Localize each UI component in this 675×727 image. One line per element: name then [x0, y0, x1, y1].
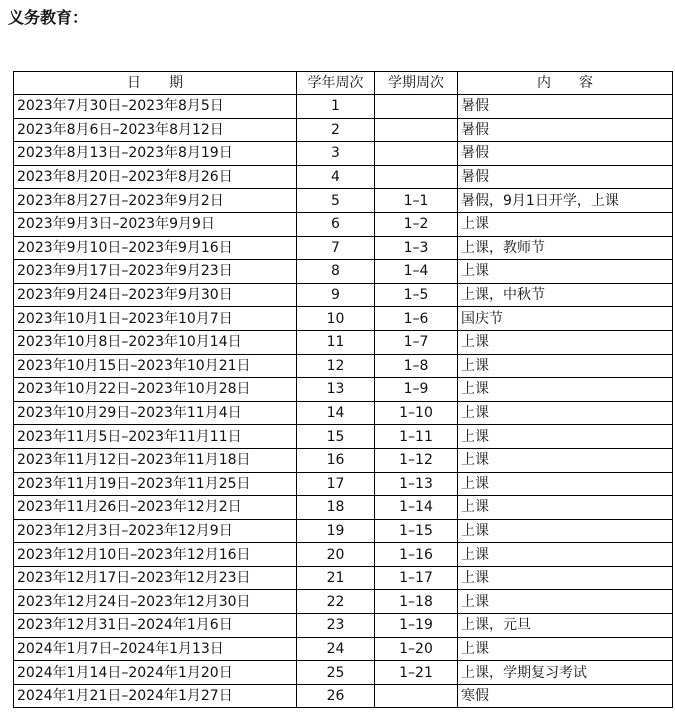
- cell-year-week: 18: [297, 496, 375, 520]
- table-row: [14, 236, 673, 260]
- cell-year-week: 12: [297, 354, 375, 378]
- cell-content: 上课，学期复习考试: [458, 661, 673, 685]
- cell-term-week: 1–4: [375, 260, 458, 284]
- cell-date: 2023年10月8日–2023年10月14日: [14, 330, 297, 354]
- cell-year-week: 14: [297, 401, 375, 425]
- cell-date: 2023年8月20日–2023年8月26日: [14, 165, 297, 189]
- cell-content: 上课，中秋节: [458, 283, 673, 307]
- cell-content: 上课: [458, 425, 673, 449]
- cell-content: 上课: [458, 496, 673, 520]
- cell-term-week: [375, 684, 458, 708]
- table-row: [14, 95, 673, 119]
- cell-date: 2023年12月3日–2023年12月9日: [14, 519, 297, 543]
- table-row: [14, 614, 673, 638]
- cell-date: 2023年8月6日–2023年8月12日: [14, 118, 297, 142]
- cell-term-week: 1–15: [375, 519, 458, 543]
- cell-year-week: 15: [297, 425, 375, 449]
- table-row: [14, 307, 673, 331]
- cell-term-week: [375, 95, 458, 119]
- table-row: [14, 448, 673, 472]
- school-calendar-table: [13, 71, 673, 708]
- cell-term-week: [375, 165, 458, 189]
- cell-year-week: 1: [297, 95, 375, 119]
- cell-date: 2023年11月12日–2023年11月18日: [14, 448, 297, 472]
- cell-year-week: 26: [297, 684, 375, 708]
- cell-term-week: 1–9: [375, 378, 458, 402]
- cell-date: 2023年10月1日–2023年10月7日: [14, 307, 297, 331]
- section-heading: 义务教育：: [8, 8, 89, 27]
- cell-date: 2023年12月31日–2024年1月6日: [14, 614, 297, 638]
- table-row: [14, 212, 673, 236]
- cell-term-week: 1–11: [375, 425, 458, 449]
- cell-year-week: 16: [297, 448, 375, 472]
- cell-date: 2023年11月26日–2023年12月2日: [14, 496, 297, 520]
- table-row: [14, 472, 673, 496]
- cell-term-week: 1–12: [375, 448, 458, 472]
- cell-content: 上课: [458, 566, 673, 590]
- cell-date: 2023年11月19日–2023年11月25日: [14, 472, 297, 496]
- cell-term-week: 1–18: [375, 590, 458, 614]
- column-header-year-week: 学年周次: [297, 72, 375, 95]
- cell-year-week: 9: [297, 283, 375, 307]
- table-row: [14, 661, 673, 685]
- table-row: [14, 165, 673, 189]
- cell-term-week: 1–3: [375, 236, 458, 260]
- cell-content: 暑假: [458, 165, 673, 189]
- cell-year-week: 10: [297, 307, 375, 331]
- cell-year-week: 23: [297, 614, 375, 638]
- cell-term-week: 1–5: [375, 283, 458, 307]
- cell-date: 2023年12月10日–2023年12月16日: [14, 543, 297, 567]
- column-header-term-week: 学期周次: [375, 72, 458, 95]
- cell-date: 2023年9月24日–2023年9月30日: [14, 283, 297, 307]
- table-row: [14, 519, 673, 543]
- table-row: [14, 637, 673, 661]
- cell-date: 2023年10月29日–2023年11月4日: [14, 401, 297, 425]
- cell-date: 2023年8月13日–2023年8月19日: [14, 142, 297, 166]
- cell-content: 暑假，9月1日开学，上课: [458, 189, 673, 213]
- cell-term-week: 1–2: [375, 212, 458, 236]
- table-row: [14, 684, 673, 708]
- column-header-date: 日 期: [14, 72, 297, 95]
- cell-date: 2023年9月10日–2023年9月16日: [14, 236, 297, 260]
- table-row: [14, 283, 673, 307]
- cell-content: 上课: [458, 212, 673, 236]
- cell-content: 上课: [458, 590, 673, 614]
- cell-date: 2023年8月27日–2023年9月2日: [14, 189, 297, 213]
- cell-date: 2023年12月24日–2023年12月30日: [14, 590, 297, 614]
- cell-year-week: 22: [297, 590, 375, 614]
- cell-content: 暑假: [458, 142, 673, 166]
- table-row: [14, 118, 673, 142]
- cell-content: 上课: [458, 472, 673, 496]
- cell-content: 上课: [458, 401, 673, 425]
- cell-year-week: 17: [297, 472, 375, 496]
- table-row: [14, 496, 673, 520]
- table-row: [14, 142, 673, 166]
- cell-date: 2023年9月3日–2023年9月9日: [14, 212, 297, 236]
- cell-content: 上课，元旦: [458, 614, 673, 638]
- cell-year-week: 6: [297, 212, 375, 236]
- cell-date: 2023年11月5日–2023年11月11日: [14, 425, 297, 449]
- cell-year-week: 21: [297, 566, 375, 590]
- cell-year-week: 4: [297, 165, 375, 189]
- cell-term-week: 1–8: [375, 354, 458, 378]
- cell-content: 暑假: [458, 95, 673, 119]
- cell-date: 2023年10月22日–2023年10月28日: [14, 378, 297, 402]
- cell-date: 2023年7月30日–2023年8月5日: [14, 95, 297, 119]
- cell-year-week: 8: [297, 260, 375, 284]
- cell-content: 上课: [458, 519, 673, 543]
- cell-content: 国庆节: [458, 307, 673, 331]
- table-row: [14, 189, 673, 213]
- cell-year-week: 25: [297, 661, 375, 685]
- cell-year-week: 11: [297, 330, 375, 354]
- cell-content: 暑假: [458, 118, 673, 142]
- cell-year-week: 24: [297, 637, 375, 661]
- cell-content: 上课: [458, 354, 673, 378]
- cell-year-week: 7: [297, 236, 375, 260]
- cell-term-week: 1–21: [375, 661, 458, 685]
- table-row: [14, 378, 673, 402]
- cell-date: 2023年10月15日–2023年10月21日: [14, 354, 297, 378]
- cell-content: 上课: [458, 448, 673, 472]
- cell-year-week: 13: [297, 378, 375, 402]
- cell-term-week: [375, 142, 458, 166]
- column-header-content: 内 容: [458, 72, 673, 95]
- cell-date: 2024年1月14日–2024年1月20日: [14, 661, 297, 685]
- cell-term-week: [375, 118, 458, 142]
- table-header-row: [14, 72, 673, 95]
- cell-term-week: 1–10: [375, 401, 458, 425]
- cell-term-week: 1–16: [375, 543, 458, 567]
- cell-term-week: 1–17: [375, 566, 458, 590]
- table-row: [14, 330, 673, 354]
- cell-content: 上课: [458, 637, 673, 661]
- cell-year-week: 3: [297, 142, 375, 166]
- cell-term-week: 1–1: [375, 189, 458, 213]
- cell-date: 2024年1月21日–2024年1月27日: [14, 684, 297, 708]
- table-row: [14, 354, 673, 378]
- cell-year-week: 5: [297, 189, 375, 213]
- table-row: [14, 566, 673, 590]
- cell-date: 2023年9月17日–2023年9月23日: [14, 260, 297, 284]
- cell-content: 上课: [458, 543, 673, 567]
- table-body: [14, 95, 673, 708]
- table-row: [14, 425, 673, 449]
- cell-term-week: 1–6: [375, 307, 458, 331]
- cell-year-week: 2: [297, 118, 375, 142]
- cell-date: 2023年12月17日–2023年12月23日: [14, 566, 297, 590]
- cell-date: 2024年1月7日–2024年1月13日: [14, 637, 297, 661]
- table-row: [14, 590, 673, 614]
- cell-term-week: 1–19: [375, 614, 458, 638]
- cell-term-week: 1–20: [375, 637, 458, 661]
- cell-content: 上课: [458, 330, 673, 354]
- cell-term-week: 1–7: [375, 330, 458, 354]
- cell-year-week: 19: [297, 519, 375, 543]
- cell-term-week: 1–13: [375, 472, 458, 496]
- cell-content: 上课: [458, 260, 673, 284]
- cell-content: 上课，教师节: [458, 236, 673, 260]
- cell-content: 寒假: [458, 684, 673, 708]
- table-row: [14, 543, 673, 567]
- cell-year-week: 20: [297, 543, 375, 567]
- table-row: [14, 401, 673, 425]
- table-row: [14, 260, 673, 284]
- cell-content: 上课: [458, 378, 673, 402]
- cell-term-week: 1–14: [375, 496, 458, 520]
